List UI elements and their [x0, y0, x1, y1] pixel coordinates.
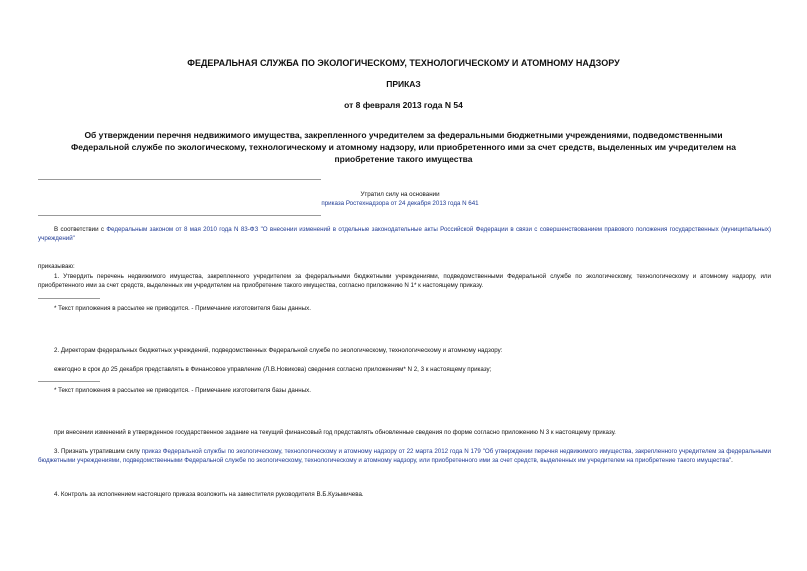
document-title: Об утверждении перечня недвижимого имущества, закрепленного учредителем за федеральными бюджетными учреждениями, подведомственными Федеральной службе по экологическому, технологическому и атомному надзору, или приобретенного ими за счет средств, выделенных им учредителем на приобретение такого имущества — [71, 130, 736, 164]
item-2-changes: при внесении изменений в утвержденное государственное задание на текущий финансовый год представлять обновленные сведения по форме согласно приложению N 3 к настоящему приказу. — [54, 429, 616, 436]
order-word: приказываю: — [38, 263, 75, 270]
document-type: ПРИКАЗ — [386, 79, 421, 89]
document-date: от 8 февраля 2013 года N 54 — [344, 100, 463, 110]
footnote-divider-1 — [38, 298, 100, 299]
footnote-1: * Текст приложения в рассылке не приводится. - Примечание изготовителя базы данных. — [54, 305, 311, 312]
divider-top — [38, 179, 321, 180]
status-note: Утратил силу на основании — [360, 191, 440, 198]
federal-law-link[interactable]: Федеральным законом от 8 мая 2010 года N 83-ФЗ "О внесении изменений в отдельные законодательные акты Российской Федерации в связи с совершенствованием правового положения государственных (муниципальных) учреждений" — [38, 226, 772, 242]
footnote-2: * Текст приложения в рассылке не приводится. - Примечание изготовителя базы данных. — [54, 387, 311, 394]
preamble-prefix: В соответствии с — [54, 226, 107, 233]
item-4: 4. Контроль за исполнением настоящего приказа возложить на заместителя руководителя В.Б.Кузьмичева. — [54, 491, 364, 498]
item-1: 1. Утвердить перечень недвижимого имущества, закрепленного учредителем за федеральными бюджетными учреждениями, подведомственными Федеральной службе по экологическому, технологическому и атомному надзору, или приобретенного ими за счет средств, выделенных им учредителем на приобретение такого имущества, согласно приложению N 1* к настоящему приказу. — [38, 273, 771, 289]
footnote-divider-2 — [38, 381, 100, 382]
divider-bottom — [38, 215, 321, 216]
repealed-order-link[interactable]: приказ Федеральной службы по экологическому, технологическому и атомному надзору от 22 марта 2012 года N 179 "Об утверждении перечня недвижимого имущества, закрепленного учредителем за федеральными бюджетными учреждениями, подведомственными Федеральной службе по экологическому, технологическому и атомному надзору, или приобретенного ими за счет средств, выделенных им учредителем на приобретение такого имущества" — [38, 448, 771, 464]
item-3 — [38, 447, 771, 465]
agency-name: ФЕДЕРАЛЬНАЯ СЛУЖБА ПО ЭКОЛОГИЧЕСКОМУ, ТЕХНОЛОГИЧЕСКОМУ И АТОМНОМУ НАДЗОРУ — [187, 58, 620, 68]
item-3-suffix: . — [731, 457, 733, 464]
item-2: 2. Директорам федеральных бюджетных учреждений, подведомственных Федеральной службе по экологическому, технологическому и атомному надзору: — [54, 347, 503, 354]
item-3-prefix: 3. Признать утратившим силу — [54, 448, 142, 455]
item-2-annual: ежегодно в срок до 25 декабря представлять в Финансовое управление (Л.В.Новикова) сведения согласно приложениям* N 2, 3 к настоящему приказу; — [54, 366, 492, 373]
preamble — [38, 225, 771, 243]
repeal-link[interactable]: приказа Ростехнадзора от 24 декабря 2013 года N 641 — [321, 200, 479, 207]
